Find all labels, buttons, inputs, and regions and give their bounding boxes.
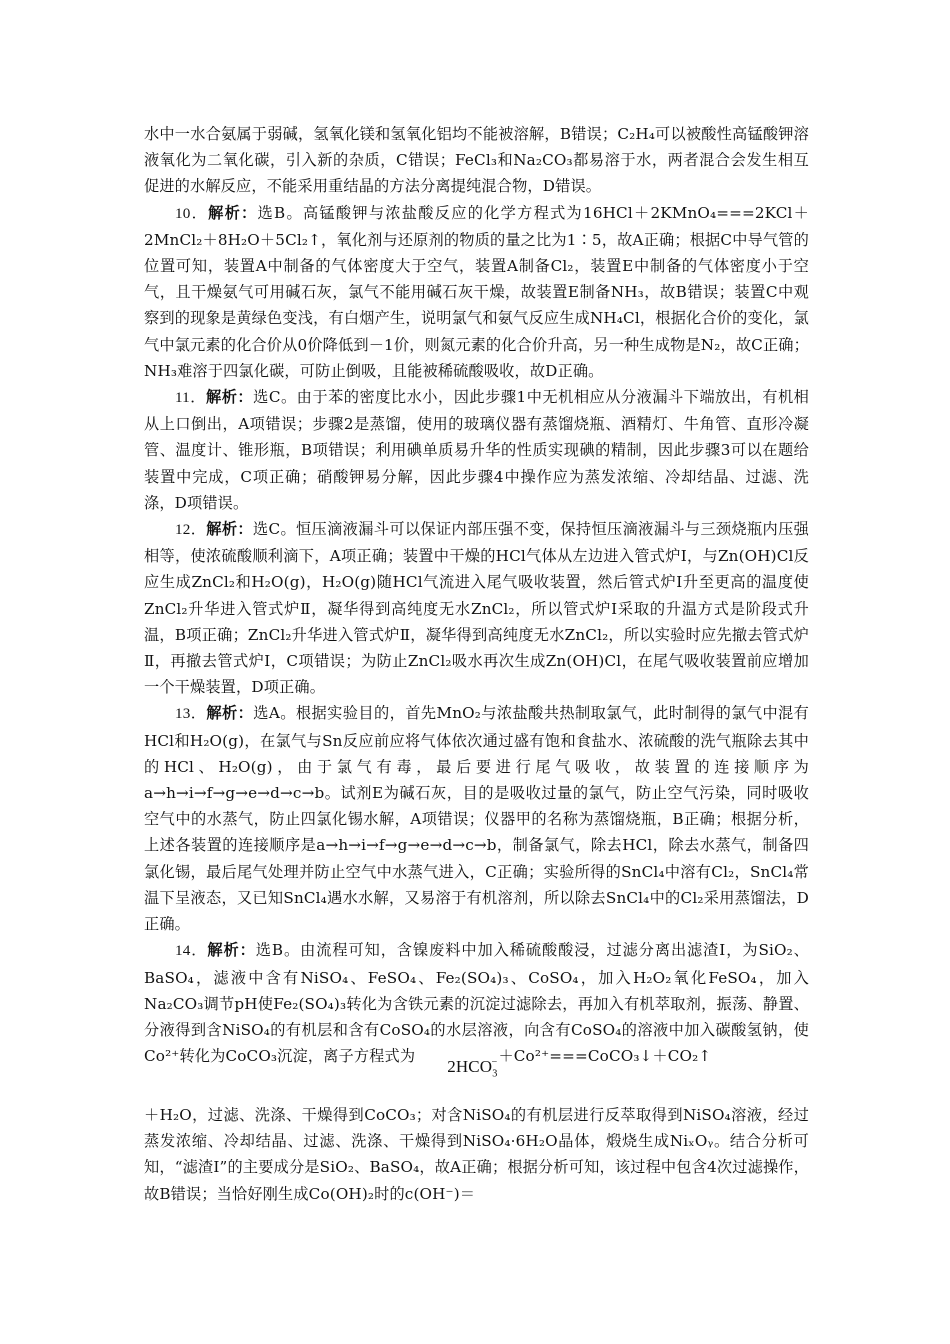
question-number: 14．: [175, 942, 208, 960]
analysis-text-part-b: ＋Co²⁺===CoCO₃↓＋CO₂↑: [498, 1047, 712, 1066]
formula-coefficient: 2: [447, 1057, 456, 1077]
analysis-text-part-a: 选B。由流程可知，含镍废料中加入稀硫酸酸浸，过滤分离出滤渣Ⅰ，为SiO₂、BaSO₄，滤液中含有NiSO₄、FeSO₄、Fe₂(SO₄)₃、CoSO₄，加入H₂O₂氧化FeSO₄，加入Na₂CO₃调节pH使Fe₂(SO₄)₃转化为含铁元素的沉淀过滤除去，再加入有机萃取剂，振荡、静置、分液得到含NiSO₄的有机层和含有CoSO₄的水层溶液，向含有CoSO₄的溶液中加入碳酸氢钠，使Co²⁺转化为CoCO₃沉淀，离子方程式为: [144, 941, 810, 1066]
analysis-label: 解析：: [206, 704, 254, 723]
analysis-text: 选C。恒压滴液漏斗可以保证内部压强不变，保持恒压滴液漏斗与三颈烧瓶内压强相等，使浓硫酸顺利滴下，A项正确；装置中干燥的HCl气体从左边进入管式炉Ⅰ，与Zn(OH)Cl反应生成ZnCl₂和H₂O(g)，H₂O(g)随HCl气流进入尾气吸收装置，然后管式炉Ⅰ升至更高的温度使ZnCl₂升华进入管式炉Ⅱ，凝华得到高纯度无水ZnCl₂，所以管式炉Ⅰ采取的升温方式是阶段式升温，B项正确；ZnCl₂升华进入管式炉Ⅱ，凝华得到高纯度无水ZnCl₂，所以实验时应先撤去管式炉Ⅱ，再撤去管式炉Ⅰ，C项错误；为防止ZnCl₂吸水再次生成Zn(OH)Cl，在尾气吸收装置前应增加一个干燥装置，D项正确。: [144, 520, 809, 697]
analysis-label: 解析：: [207, 941, 256, 960]
question-number: 10．: [175, 204, 209, 222]
paragraph-11: [144, 384, 809, 516]
question-number: 12．: [175, 521, 207, 539]
paragraph-12: [144, 516, 809, 700]
formula-ion: HCO: [455, 1057, 493, 1077]
paragraph-13: [144, 700, 809, 937]
paragraph-10: [144, 200, 809, 384]
formula-charge: −: [491, 1056, 498, 1068]
question-number: 11．: [175, 389, 206, 407]
question-number: 13．: [175, 705, 207, 723]
paragraph-14: [144, 937, 809, 1206]
answer-text-block: [144, 121, 809, 1207]
formula-line-gap: [144, 1088, 809, 1102]
analysis-label: 解析：: [206, 520, 253, 539]
bicarbonate-ion-formula: [416, 1054, 497, 1088]
analysis-text: 选C。由于苯的密度比水小，因此步骤1中无机相应从分液漏斗下端放出，有机相从上口倒出，A项错误；步骤2是蒸馏，使用的玻璃仪器有蒸馏烧瓶、酒精灯、牛角管、直形冷凝管、温度计、锥形瓶，B项错误；利用碘单质易升华的性质实现碘的精制，因此步骤3可以在题给装置中完成，C项正确；硝酸钾易分解，因此步骤4中操作应为蒸发浓缩、冷却结晶、过滤、洗涤，D项错误。: [144, 388, 810, 512]
paragraph-9-tail: 水中一水合氨属于弱碱，氢氧化镁和氢氧化铝均不能被溶解，B错误；C₂H₄可以被酸性高锰酸钾溶液氧化为二氧化碳，引入新的杂质，C错误；FeCl₃和Na₂CO₃都易溶于水，两者混合会发生相互促进的水解反应，不能采用重结晶的方法分离提纯混合物，D错误。: [144, 125, 809, 196]
analysis-text: 选B。高锰酸钾与浓盐酸反应的化学方程式为16HCl＋2KMnO₄===2KCl＋2MnCl₂＋8H₂O＋5Cl₂↑，氧化剂与还原剂的物质的量之比为1∶5，故A正确；根据C中导气管的位置可知，装置A中制备的气体密度大于空气，装置A制备Cl₂，装置E中制备的气体密度小于空气，且干燥氨气可用碱石灰，氯气不能用碱石灰干燥，故装置E制备NH₃，故B错误；装置C中观察到的现象是黄绿色变浅，有白烟产生，说明氯气和氨气反应生成NH₄Cl，根据化合价的变化，氯气中氯元素的化合价从0价降低到－1价，则氮元素的化合价升高，另一种生成物是N₂，故C正确；NH₃难溶于四氯化碳，可防止倒吸，且能被稀硫酸吸收，故D正确。: [144, 203, 809, 380]
analysis-label: 解析：: [206, 388, 254, 407]
analysis-label: 解析：: [208, 203, 258, 222]
analysis-text: 选A。根据实验目的，首先MnO₂与浓盐酸共热制取氯气，此时制得的氯气中混有HCl和H₂O(g)，在氯气与Sn反应前应将气体依次通过盛有饱和食盐水、浓硫酸的洗气瓶除去其中的HCl、H₂O(g)，由于氯气有毒，最后要进行尾气吸收，故装置的连接顺序为a→h→i→f→g→e→d→c→b。试剂E为碱石灰，目的是吸收过量的氯气，防止空气污染，同时吸收空气中的水蒸气，防止四氯化锡水解，A项错误；仪器甲的名称为蒸馏烧瓶，B正确；根据分析，上述各装置的连接顺序是a→h→i→f→g→e→d→c→b，制备氯气，除去HCl，除去水蒸气，制备四氯化锡，最后尾气处理并防止空气中水蒸气进入，C正确；实验所得的SnCl₄中溶有Cl₂，SnCl₄常温下呈液态，又已知SnCl₄遇水水解，又易溶于有机溶剂，所以除去SnCl₄中的Cl₂采用蒸馏法，D正确。: [144, 704, 810, 934]
formula-subscript: 3: [492, 1068, 498, 1080]
analysis-text-part-c: ＋H₂O，过滤、洗涤、干燥得到CoCO₃；对含NiSO₄的有机层进行反萃取得到NiSO₄溶液，经过蒸发浓缩、冷却结晶、过滤、洗涤、干燥得到NiSO₄·6H₂O晶体，煅烧生成NiₓOᵧ。结合分析可知，“滤渣Ⅰ”的主要成分是SiO₂、BaSO₄，故A正确；根据分析可知，该过程中包含4次过滤操作，故B错误；当恰好刚生成Co(OH)₂时的c(OH⁻)＝: [144, 1105, 809, 1203]
